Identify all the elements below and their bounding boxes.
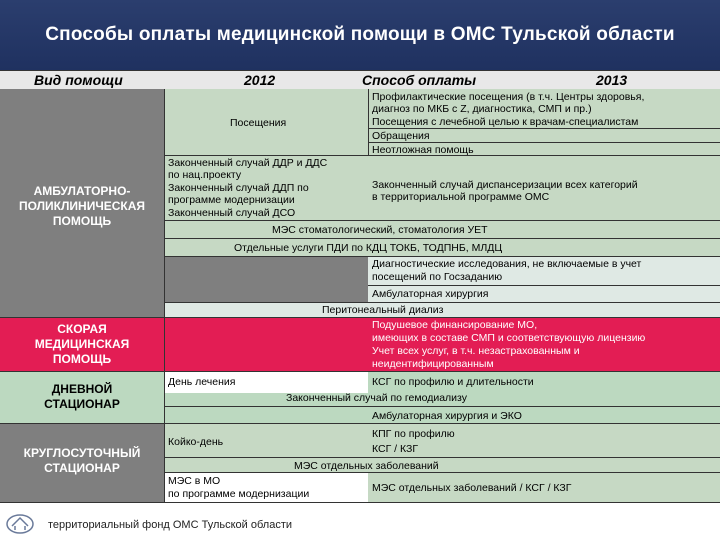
table-header	[0, 70, 720, 90]
cell-podush-1: Подушевое финансирование МО,	[372, 319, 538, 331]
cell-poseshcheniya: Посещения	[230, 117, 287, 129]
cell-amb-hir-eko: Амбулаторная хирургия и ЭКО	[372, 410, 522, 422]
divider	[368, 142, 720, 143]
cell-zs-gemo: Законченный случай по гемодиализу	[286, 392, 467, 404]
cell-zs-ddp-1: Законченный случай ДДП по	[168, 182, 309, 194]
cell-mes-mo-1: МЭС в МО	[168, 475, 221, 487]
cell-obrash: Обращения	[372, 130, 430, 142]
cell-diag-2: посещений по Госзаданию	[372, 271, 503, 283]
divider	[164, 472, 720, 473]
cell-amb-hir: Амбулаторная хирургия	[372, 288, 489, 300]
cell-ksg-prof: КПГ по профилю	[372, 428, 455, 440]
cell-mes-mo-2: по программе модернизации	[168, 488, 310, 500]
cell-zs-ddr-2: по нац.проекту	[168, 169, 242, 181]
section-dnevnoy: ДНЕВНОЙ СТАЦИОНАР	[44, 382, 120, 411]
footer-text: территориальный фонд ОМС Тульской области	[48, 519, 292, 531]
cell-zs-dso: Законченный случай ДСО	[168, 207, 296, 219]
divider	[368, 128, 720, 129]
cell-otd-usl: Отдельные услуги ПДИ по КДЦ ТОКБ, ТОДПНБ, МЛДЦ	[234, 242, 503, 254]
cell-ksg-kzg: КСГ / КЗГ	[372, 443, 419, 455]
cell-zs-disp-2: в территориальной программе ОМС	[372, 191, 550, 203]
cell-podush-3: Учет всех услуг, в т.ч. незастрахованным и	[372, 345, 580, 357]
header-col-2012: 2012	[244, 72, 276, 88]
cell-diag-1: Диагностические исследования, не включаемые в учет	[372, 258, 642, 270]
divider	[164, 256, 720, 257]
header-col-2013: 2013	[596, 72, 628, 88]
section-kruglo: КРУГЛОСУТОЧНЫЙ СТАЦИОНАР	[23, 446, 141, 475]
divider	[164, 302, 720, 303]
header-col-vid: Вид помощи	[34, 72, 123, 88]
cell-zs-disp-1: Законченный случай диспансеризации всех категорий	[372, 179, 638, 191]
cell-koyka-den: Койко-день	[168, 436, 224, 448]
cell-mes-otd: МЭС отдельных заболеваний	[294, 460, 439, 472]
divider	[368, 89, 369, 155]
cell-prof-2: диагноз по МКБ с Z, диагностика, СМП и пр.)	[372, 103, 592, 115]
cell-zs-ddr-1: Законченный случай ДДР и ДДС	[168, 157, 328, 169]
cell-ksg-prof-dlit: КСГ по профилю и длительности	[372, 376, 534, 388]
divider	[164, 406, 720, 407]
divider	[0, 423, 720, 424]
cell-mes-otd2: МЭС отдельных заболеваний / КСГ / КЗГ	[372, 482, 572, 494]
cell-zs-ddp-2: программе модернизации	[168, 194, 295, 206]
divider	[164, 89, 165, 502]
cell-perit: Перитонеальный диализ	[322, 304, 444, 316]
cell-mes-stom: МЭС стоматологический, стоматология УЕТ	[272, 224, 488, 236]
cell-podush-2: имеющих в составе СМП и соответствующую лицензию	[372, 332, 646, 344]
fund-logo-icon	[4, 512, 36, 536]
divider	[164, 457, 720, 458]
divider	[164, 238, 720, 239]
divider	[164, 220, 720, 221]
divider	[0, 371, 720, 372]
cell-podush-4: неидентифицированным	[372, 358, 494, 370]
section-amb: АМБУЛАТОРНО-ПОЛИКЛИНИЧЕСКАЯ ПОМОЩЬ	[18, 184, 146, 228]
header-col-sposob: Способ оплаты	[362, 72, 477, 88]
cell-neotl: Неотложная помощь	[372, 144, 474, 156]
page-title: Способы оплаты медицинской помощи в ОМС Тульской области	[45, 24, 675, 45]
cell-den-lech: День лечения	[168, 376, 236, 388]
divider	[368, 285, 720, 286]
divider	[0, 317, 720, 318]
title-bar	[0, 0, 720, 70]
cell-lech: Посещения с лечебной целью к врачам-специалистам	[372, 116, 639, 128]
section-skoraya: СКОРАЯ МЕДИЦИНСКАЯ ПОМОЩЬ	[34, 322, 130, 366]
divider	[0, 502, 720, 503]
cell-prof-1: Профилактические посещения (в т.ч. Центры здоровья,	[372, 91, 645, 103]
